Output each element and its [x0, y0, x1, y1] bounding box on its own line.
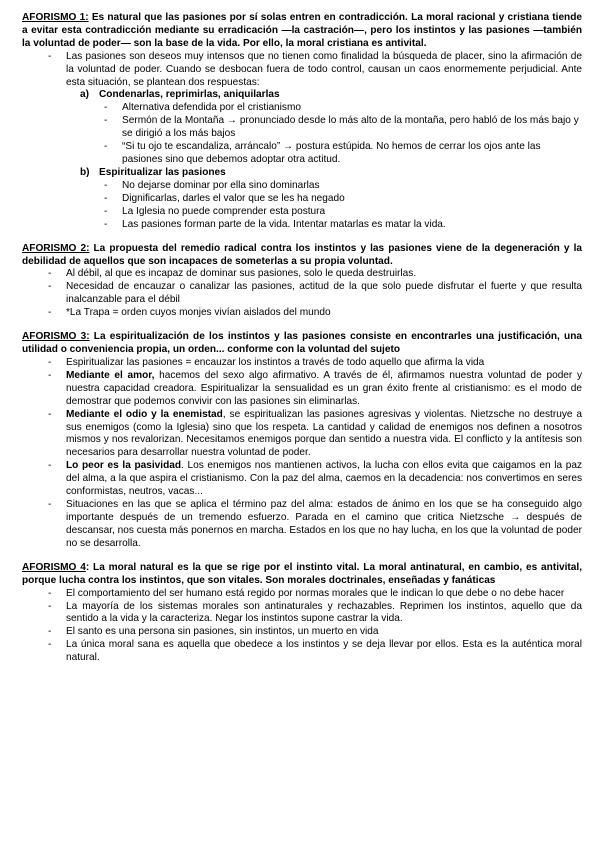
- aphorism-4-statement: : La moral natural es la que se rige por el instinto vital. La moral antinatural, en cambio, es antivital, porque lucha contra los instintos, que son vitales. Son morales doctrinales, enseñadas y fanáticas: [22, 561, 583, 586]
- list-item: - Las pasiones forman parte de la vida. Intentar matarlas es matar la vida.: [66, 219, 582, 232]
- list-item: - La única moral sana es aquella que obedece a los instintos y se deja llevar por ellos. Esta es la auténtica moral natural.: [22, 639, 582, 665]
- aphorism-4-list: [22, 588, 582, 665]
- list-item: - La mayoría de los sistemas morales son antinaturales y rechazables. Reprimen los instintos, aquello que da sentido a la vida y la caracteriza. Negar los instintos supone castrar la vida.: [22, 601, 582, 627]
- list-item: [22, 370, 582, 409]
- aphorism-1: [22, 12, 582, 231]
- list-item: - Al débil, al que es incapaz de dominar sus pasiones, solo le queda destruirlas.: [22, 268, 582, 281]
- aphorism-4-title: AFORISMO 4: [22, 561, 86, 573]
- list-item: [22, 409, 582, 461]
- list-item: - “Si tu ojo te escandaliza, arráncalo” → postura estúpida. No hemos de cerrar los ojos ante las pasiones sino que debemos adoptar otra actitud.: [66, 141, 582, 167]
- list-item: [22, 460, 582, 499]
- list-item: - Alternativa defendida por el cristianismo: [66, 102, 582, 115]
- list-item: - Espiritualizar las pasiones = encauzar los instintos a través de todo aquello que afirma la vida: [22, 357, 582, 370]
- list-item-text: hacemos del sexo algo afirmativo. A través de él, afirmamos nuestra voluntad de poder y nuestra capacidad creadora. Espiritualizar la sensualidad es un gran éxito frente al cristianismo: es el modo de demostrar que podemos convivir con las pasiones sin eliminarlas.: [66, 369, 582, 407]
- response-a-list: [66, 102, 582, 167]
- response-a-letter: a): [80, 89, 89, 101]
- response-b-heading: [80, 167, 582, 180]
- aphorism-2-heading: [22, 243, 582, 269]
- list-item-text: . Los enemigos nos mantienen activos, la lucha con ellos evita que caigamos en la paz del alma, a la que aspira el cristianismo. Con la paz del alma, caemos en la decadencia: nos convertimos en seres conformistas, neutros, vacas...: [66, 460, 582, 498]
- aphorism-3-heading: [22, 331, 582, 357]
- list-item: - Situaciones en las que se aplica el término paz del alma: estados de ánimo en los que se ha conseguido algo importante después de un tremendo esfuerzo. Parada en el camino que critica Nietzsche → después de descansar, nos cuesta más ponernos en marcha. Estados en los que no hay lucha, en los que la voluntad de poder no se desarrolla.: [22, 499, 582, 551]
- aphorism-2-statement: La propuesta del remedio radical contra los instintos y las pasiones viene de la degeneración y la debilidad de aquellos que son incapaces de someterlas a su propia voluntad.: [22, 242, 583, 267]
- aphorism-1-statement: Es natural que las pasiones por sí solas entren en contradicción. La moral racional y cristiana tiende a evitar esta contradicción mediante su erradicación —la castración—, pero los instintos y las pasiones —también la voluntad de poder— son la base de la vida. Por ello, la moral cristiana es antivital.: [22, 12, 583, 49]
- response-a: [80, 89, 582, 102]
- list-item: - La Iglesia no puede comprender esta postura: [66, 206, 582, 219]
- list-item: - Necesidad de encauzar o canalizar las pasiones, actitud de la que solo puede disfrutar el fuerte y que resulta inalcanzable para el débil: [22, 281, 582, 307]
- list-item-lead: Mediante el odio y la enemistad: [66, 408, 223, 420]
- response-b-list: [66, 180, 582, 232]
- list-item: - El santo es una persona sin pasiones, sin instintos, un muerto en vida: [22, 626, 582, 639]
- list-item: - No dejarse dominar por ella sino dominarlas: [66, 180, 582, 193]
- aphorism-2-list: [22, 268, 582, 320]
- list-item: - Las pasiones son deseos muy intensos que no tienen como finalidad la búsqueda de placer, sino la afirmación de la voluntad de poder. Cuando se desbocan fuera de todo control, causan un caos enormemente perjudicial. Ante esta situación, se plantean dos respuestas:: [22, 51, 582, 90]
- response-b-label: Espiritualizar las pasiones: [99, 166, 226, 178]
- response-a-heading: [80, 89, 582, 102]
- list-item: - *La Trapa = orden cuyos monjes vivían aislados del mundo: [22, 307, 582, 320]
- aphorism-4: [22, 562, 582, 665]
- list-item: - El comportamiento del ser humano está regido por normas morales que le indican lo que debe o no debe hacer: [22, 588, 582, 601]
- aphorism-1-title: AFORISMO 1:: [22, 12, 89, 23]
- response-b-letter: b): [80, 166, 90, 178]
- aphorism-1-heading: [22, 12, 582, 51]
- aphorism-3-statement: La espiritualización de los instintos y las pasiones consiste en encontrarles una justificación, una utilidad o conveniencia propia, un orden... conforme con la voluntad del sujeto: [22, 331, 583, 356]
- aphorism-3-list: [22, 357, 582, 551]
- list-item: - Sermón de la Montaña → pronunciado desde lo más alto de la montaña, pero habló de los más bajo y se dirigió a los más bajos: [66, 115, 582, 141]
- aphorism-3: [22, 331, 582, 550]
- aphorism-2: [22, 243, 582, 320]
- list-item-lead: Lo peor es la pasividad: [66, 460, 182, 472]
- response-a-label: Condenarlas, reprimirlas, aniquilarlas: [99, 89, 280, 101]
- list-item-lead: Mediante el amor,: [66, 369, 155, 381]
- aphorism-1-list: [22, 51, 582, 90]
- response-b: [80, 167, 582, 180]
- list-item: - Dignificarlas, darles el valor que se les ha negado: [66, 193, 582, 206]
- aphorism-4-heading: [22, 562, 582, 588]
- aphorism-2-title: AFORISMO 2:: [22, 242, 90, 254]
- list-item-text: , se espiritualizan las pasiones agresivas y violentas. Nietzsche no destruye a sus enemigos (como la Iglesia) sino que los respeta. La cantidad y calidad de enemigos nos definen a nosotros mismos y nos revalorizan. Necesitamos enemigos porque dan sentido a nuestra vida. El conflicto y la antítesis son necesarios para desarrollar nuestra voluntad de poder.: [66, 408, 582, 459]
- aphorism-3-title: AFORISMO 3:: [22, 331, 90, 343]
